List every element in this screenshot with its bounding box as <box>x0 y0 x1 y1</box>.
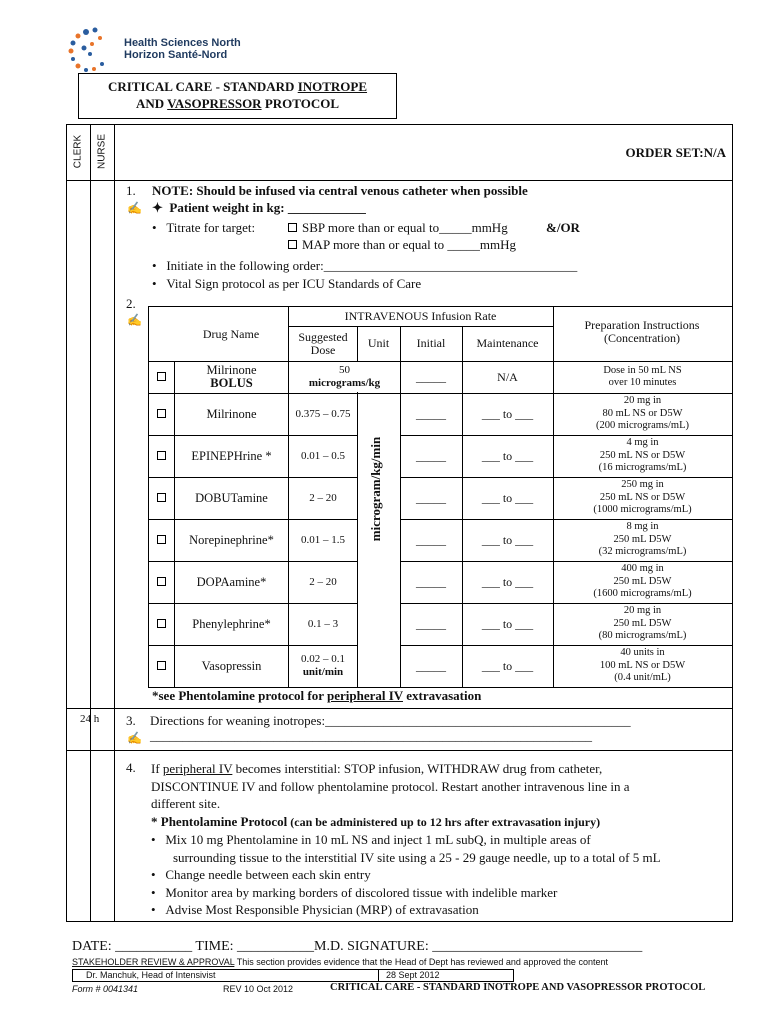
drug-name: Vasopressin <box>201 658 262 673</box>
col-iv-rate: INTRAVENOUS Infusion Rate <box>344 309 497 323</box>
drug-checkbox[interactable] <box>157 451 166 460</box>
drug-checkbox[interactable] <box>157 661 166 670</box>
weight-field[interactable]: ✦ Patient weight in kg: ____________ <box>152 200 366 215</box>
preparation-instructions: Dose in 50 mL NS over 10 minutes <box>603 364 682 388</box>
clerk-label: CLERK <box>72 134 84 169</box>
preparation-instructions: 4 mg in 250 mL NS or D5W (16 micrograms/mL) <box>598 437 687 474</box>
initial-rate-field[interactable]: _____ <box>416 616 446 631</box>
maintenance-rate-field[interactable]: ___ to ___ <box>481 658 534 673</box>
drug-name: DOPAamine* <box>196 574 267 589</box>
drug-checkbox[interactable] <box>157 619 166 628</box>
col-preparation: Preparation Instructions (Concentration) <box>584 318 700 345</box>
drug-name: EPINEPHrine * <box>191 448 272 463</box>
suggested-dose: 0.01 – 1.5 <box>301 533 345 546</box>
preparation-instructions: 20 mg in 80 mL NS or D5W (200 micrograms/mL) <box>595 395 690 432</box>
initial-rate-field[interactable]: _____ <box>416 658 446 673</box>
initial-rate-field[interactable]: _____ <box>416 369 446 384</box>
maintenance-rate-field[interactable]: ___ to ___ <box>481 406 534 421</box>
col-maintenance: Maintenance <box>476 336 539 350</box>
preparation-instructions: 250 mg in 250 mL NS or D5W (1000 micrograms/mL) <box>593 479 692 516</box>
hsn-logo <box>64 26 114 74</box>
preparation-instructions: 20 mg in 250 mL D5W (80 micrograms/mL) <box>598 605 687 642</box>
unit-vertical-label: microgram/kg/min <box>368 436 383 542</box>
weaning-directions[interactable]: Directions for weaning inotropes:_______________________________________________ <box>150 713 631 728</box>
suggested-dose: 0.01 – 0.5 <box>301 449 345 462</box>
org-name-en: Health Sciences North <box>124 37 241 49</box>
suggested-dose: 2 – 20 <box>309 575 337 588</box>
org-name-fr: Horizon Santé-Nord <box>124 49 228 61</box>
time-24h: 24 h <box>80 713 100 725</box>
vital-sign-protocol: • Vital Sign protocol as per ICU Standards of Care <box>152 276 422 291</box>
drug-name: Norepinephrine* <box>189 532 274 547</box>
reviewer-name: Dr. Manchuk, Head of Intensivist <box>86 970 216 980</box>
maintenance-rate-field[interactable]: ___ to ___ <box>481 448 534 463</box>
initial-rate-field[interactable]: _____ <box>416 448 446 463</box>
logo-dots-icon <box>64 26 114 74</box>
order-set: ORDER SET:N/A <box>625 145 726 160</box>
titrate-label: • Titrate for target: <box>152 220 256 235</box>
drug-name: Milrinone <box>206 406 257 421</box>
initial-rate-field[interactable]: _____ <box>416 490 446 505</box>
maintenance-rate-field[interactable]: ___ to ___ <box>481 616 534 631</box>
col-suggested-dose: Suggested Dose <box>298 329 348 357</box>
weaning-line-2[interactable]: ____________________________________________________________________ <box>150 728 592 743</box>
suggested-dose: 0.02 – 0.1 unit/min <box>301 653 345 678</box>
note-central-line: NOTE: Should be infused via central venous catheter when possible <box>152 183 528 198</box>
maintenance-rate-field[interactable]: ___ to ___ <box>481 574 534 589</box>
review-date: 28 Sept 2012 <box>386 970 440 980</box>
peripheral-iv-instructions: If peripheral IV becomes interstitial: STOP infusion, WITHDRAW drug from catheter, DISCONTINUE IV and follow phentolamine protocol. Restart another intravenous line in a different site. * Phentolamine Protocol (can be administered up to 12 hrs after extravasation injury) • Mix 10 mg Phentolamine in 10 mL NS and inject 1 mL subQ, in multiple areas of surrounding tissue to the interstitial IV site using a 25 - 29 gauge needle, up to a total of 5 mL • Change needle between each skin entry • Monitor area by marking borders of discolored tissue with indelible marker • Advise Most Responsible Physician (MRP) of extravasation <box>151 761 661 917</box>
phentolamine-footnote: *see Phentolamine protocol for peripheral IV extravasation <box>152 688 482 703</box>
sbp-checkbox[interactable] <box>288 223 297 232</box>
item-number-2: 2. <box>126 296 136 311</box>
drug-name: DOBUTamine <box>195 490 268 505</box>
col-drug-name: Drug Name <box>202 326 260 341</box>
map-target: MAP more than or equal to _____mmHg <box>302 237 516 252</box>
suggested-dose: 0.1 – 3 <box>307 617 339 630</box>
pencil-icon: ✍ <box>127 201 142 215</box>
nurse-label: NURSE <box>96 134 108 170</box>
preparation-instructions: 8 mg in 250 mL D5W (32 micrograms/mL) <box>598 521 687 558</box>
suggested-dose: 2 – 20 <box>309 491 337 504</box>
maintenance-rate-field[interactable]: N/A <box>497 369 518 384</box>
drug-checkbox[interactable] <box>157 372 166 381</box>
footer-title: CRITICAL CARE - STANDARD INOTROPE AND VASOPRESSOR PROTOCOL <box>330 982 706 993</box>
drug-checkbox[interactable] <box>157 577 166 586</box>
map-checkbox[interactable] <box>288 240 297 249</box>
preparation-instructions: 40 units in 100 mL NS or D5W (0.4 unit/mL) <box>599 647 686 684</box>
initiate-order: • Initiate in the following order:_______________________________________ <box>152 258 578 273</box>
col-initial: Initial <box>416 336 446 350</box>
and-or: &/OR <box>546 220 580 235</box>
signature-line[interactable]: DATE: ___________ TIME: ___________M.D. SIGNATURE: ______________________________ <box>72 939 643 954</box>
col-unit: Unit <box>367 336 390 350</box>
item-number-4: 4. <box>126 760 136 775</box>
revision-date: REV 10 Oct 2012 <box>223 984 294 994</box>
form-title: CRITICAL CARE - STANDARD INOTROPE AND VASOPRESSOR PROTOCOL <box>78 73 397 119</box>
initial-rate-field[interactable]: _____ <box>416 574 446 589</box>
maintenance-rate-field[interactable]: ___ to ___ <box>481 490 534 505</box>
initial-rate-field[interactable]: _____ <box>416 532 446 547</box>
initial-rate-field[interactable]: _____ <box>416 406 446 421</box>
drug-checkbox[interactable] <box>157 493 166 502</box>
form-number: Form # 0041341 <box>72 984 139 994</box>
drug-name: Milrinone BOLUS <box>206 363 257 390</box>
sbp-target: SBP more than or equal to_____mmHg <box>302 220 508 235</box>
drug-name: Phenylephrine* <box>192 616 271 631</box>
item-number-1: 1. <box>126 183 136 198</box>
drug-checkbox[interactable] <box>157 535 166 544</box>
item-number-3: 3. <box>126 713 136 728</box>
pencil-icon: ✍ <box>127 313 142 327</box>
suggested-dose: 50 micrograms/kg <box>308 364 381 389</box>
preparation-instructions: 400 mg in 250 mL D5W (1600 micrograms/mL) <box>593 563 692 600</box>
drug-checkbox[interactable] <box>157 409 166 418</box>
suggested-dose: 0.375 – 0.75 <box>295 407 351 420</box>
pencil-icon: ✍ <box>127 731 142 745</box>
maintenance-rate-field[interactable]: ___ to ___ <box>481 532 534 547</box>
stakeholder-review: STAKEHOLDER REVIEW & APPROVAL This section provides evidence that the Head of Dept has reviewed and approved the content <box>72 957 608 967</box>
